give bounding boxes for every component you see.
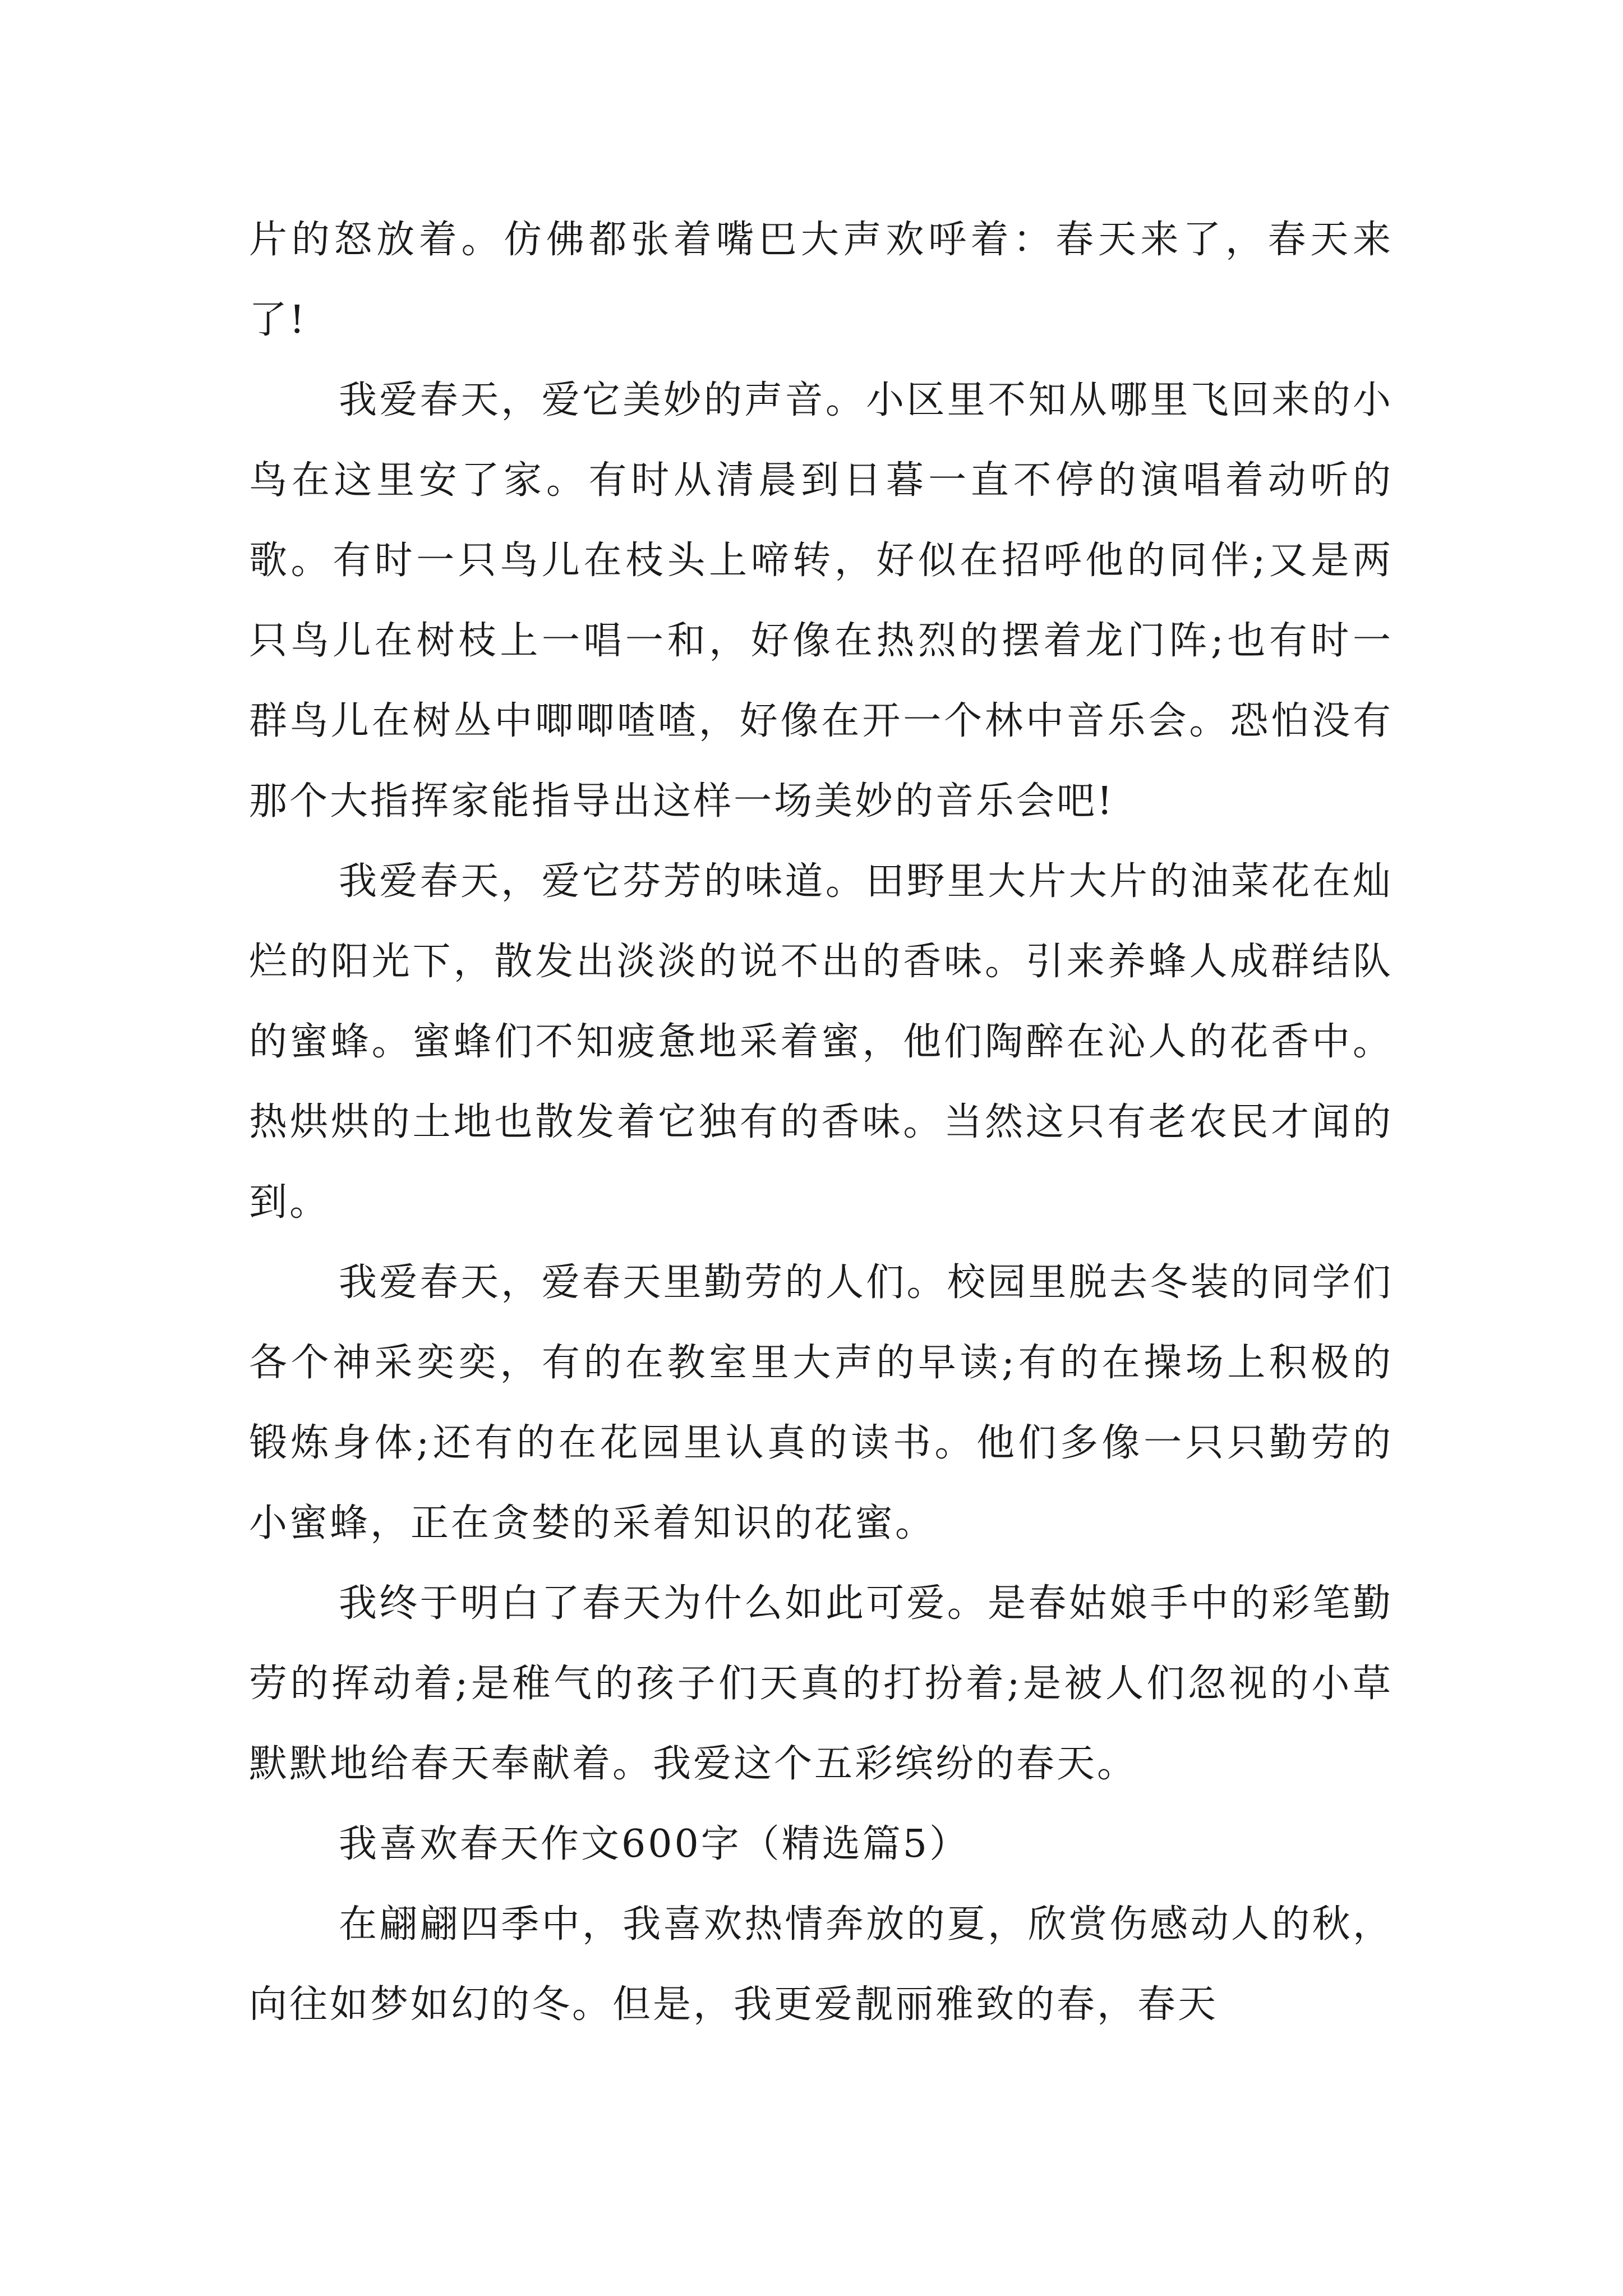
section-heading: 我喜欢春天作文600字（精选篇5） bbox=[339, 1822, 970, 1866]
paragraph-1: 片的怒放着。仿佛都张着嘴巴大声欢呼着：春天来了，春天来了! bbox=[249, 218, 1393, 342]
paragraph-3: 我爱春天，爱它芬芳的味道。田野里大片大片的油菜花在灿烂的阳光下，散发出淡淡的说不出的香味。引来养蜂人成群结队的蜜蜂。蜜蜂们不知疲惫地采着蜜，他们陶醉在沁人的花香中。热烘烘的土地也散发着它独有的香味。当然这只有老农民才闻的到。 bbox=[249, 859, 1393, 1225]
paragraph-6: 在翩翩四季中，我喜欢热情奔放的夏，欣赏伤感动人的秋，向往如梦如幻的冬。但是，我更爱靓丽雅致的春，春天 bbox=[249, 1902, 1393, 2027]
document-body bbox=[249, 200, 1393, 2045]
paragraph-5: 我终于明白了春天为什么如此可爱。是春姑娘手中的彩笔勤劳的挥动着;是稚气的孩子们天真的打扮着;是被人们忽视的小草默默地给春天奉献着。我爱这个五彩缤纷的春天。 bbox=[249, 1581, 1393, 1786]
paragraph-2: 我爱春天，爱它美妙的声音。小区里不知从哪里飞回来的小鸟在这里安了家。有时从清晨到日暮一直不停的演唱着动听的歌。有时一只鸟儿在枝头上啼转，好似在招呼他的同伴;又是两只鸟儿在树枝上一唱一和，好像在热烈的摆着龙门阵;也有时一群鸟儿在树丛中唧唧喳喳，好像在开一个林中音乐会。恐怕没有那个大指挥家能指导出这样一场美妙的音乐会吧! bbox=[249, 378, 1393, 823]
paragraph-4: 我爱春天，爱春天里勤劳的人们。校园里脱去冬装的同学们各个神采奕奕，有的在教室里大声的早读;有的在操场上积极的锻炼身体;还有的在花园里认真的读书。他们多像一只只勤劳的小蜜蜂，正在贪婪的采着知识的花蜜。 bbox=[249, 1260, 1393, 1545]
